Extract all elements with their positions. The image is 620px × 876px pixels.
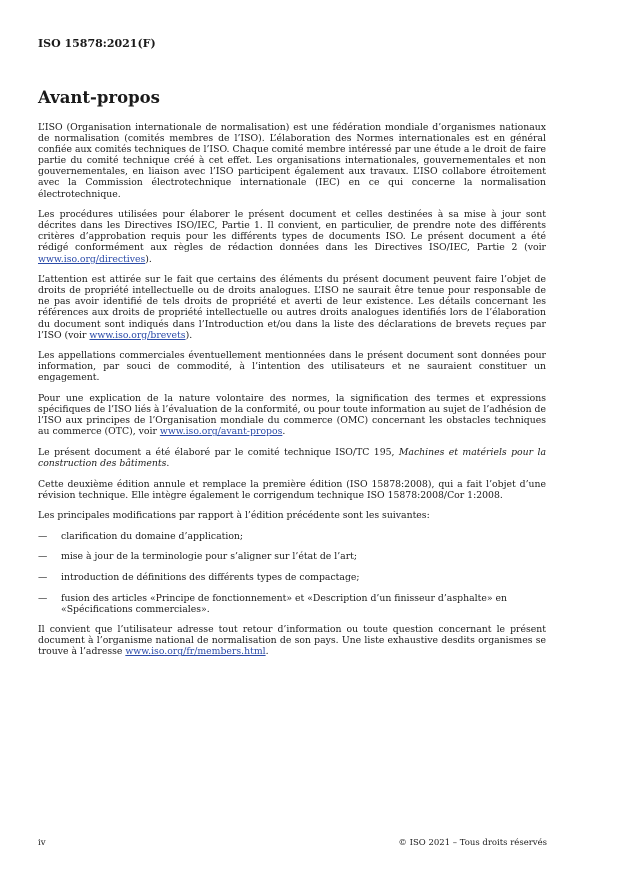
list-dash: —	[38, 592, 48, 604]
paragraph-procedures	[38, 209, 546, 264]
page-title: Avant-propos	[38, 88, 160, 107]
paragraph-voluntary-nature	[38, 393, 546, 437]
paragraph-end: ).	[185, 329, 193, 341]
paragraph-committee	[38, 447, 546, 469]
list-dash: —	[38, 551, 48, 563]
paragraph-changes-intro: Les principales modifications par rapport à l’édition précédente sont les suivantes:	[38, 510, 430, 522]
paragraph-edition: Cette deuxième édition annule et remplace la première édition (ISO 15878:2008), qui a fait l’objet d’une révision technique. Elle intègre également le corrigendum technique ISO 15878:2008/Cor 1:2008.	[38, 478, 546, 501]
paragraph-iso-intro: L’ISO (Organisation internationale de normalisation) est une fédération mondiale d’organismes nationaux de normalisation (comités membres de l’ISO). L’élaboration des Normes internationales est en général confiée aux comités techniques de l’ISO. Chaque comité membre intéressé par une étude a le droit de faire partie du comité technique créé à cet effet. Les organisations internationales, gouvernementales et non gouvernementales, en liaison avec l’ISO participent également aux travaux. L’ISO collabore étroitement avec la Commission électrotechnique internationale (IEC) en ce qui concerne la normalisation électrotechnique.	[38, 122, 546, 200]
paragraph-text: Les procédures utilisées pour élaborer le présent document et celles destinées à sa mise à jour sont décrites dans les Directives ISO/IEC, Partie 1. Il convient, en particulier, de prendre note des différents critères d’approbation requis pour les différents types de documents ISO. Le présent document a été rédigé conformément aux règles de rédaction données dans les Directives ISO/IEC, Partie 2 (voir	[38, 209, 546, 254]
paragraph-trade-names: Les appellations commerciales éventuellement mentionnées dans le présent document sont données pour information, par souci de commodité, à l’intention des utilisateurs et ne sauraient constituer un engagement.	[38, 350, 546, 384]
list-dash: —	[38, 530, 48, 542]
changes-list	[38, 531, 546, 615]
paragraph-end: .	[265, 646, 269, 658]
paragraph-text: Le présent document a été élaboré par le comité technique ISO/TC 195,	[38, 446, 399, 458]
foreword-link[interactable]: www.iso.org/avant-propos	[159, 426, 283, 438]
list-item-text: fusion des articles «Principe de fonctionnement» et «Description d’un finisseur d’asphalte» en «Spécifications commerciales».	[61, 592, 507, 615]
paragraph-text: Pour une explication de la nature volontaire des normes, la signification des termes et expressions spécifiques de l’ISO liés à l’évaluation de la conformité, ou pour toute information au sujet de l’adhésion de l’ISO aux principes de l’Organisation mondiale du commerce (OMC) concernant les obstacles techniques au commerce (OTC), voir	[38, 392, 546, 438]
foreword-body	[38, 122, 546, 667]
document-identifier: ISO 15878:2021(F)	[38, 37, 156, 50]
paragraph-end: .	[282, 426, 286, 438]
list-item-text: clarification du domaine d’application;	[61, 530, 244, 542]
paragraph-patents	[38, 274, 546, 341]
patents-link[interactable]: www.iso.org/brevets	[89, 329, 186, 341]
paragraph-end: ).	[145, 253, 152, 265]
list-item	[38, 572, 546, 583]
paragraph-end: .	[166, 457, 170, 469]
page-number: iv	[38, 838, 46, 848]
list-dash: —	[38, 572, 48, 583]
paragraph-text: Il convient que l’utilisateur adresse tout retour d’information ou toute question concernant le présent document à l’organisme national de normalisation de son pays. Une liste exhaustive desdits organismes se trouve à l’adresse	[38, 624, 546, 658]
committee-title: Machines et matériels pour la construction des bâtiments	[38, 446, 546, 469]
directives-link[interactable]: www.iso.org/directives	[38, 253, 146, 265]
list-item	[38, 551, 546, 562]
list-item-text: introduction de définitions des différents types de compactage;	[61, 572, 360, 583]
list-item	[38, 593, 546, 615]
copyright-notice: © ISO 2021 – Tous droits réservés	[398, 838, 547, 848]
list-item-text: mise à jour de la terminologie pour s’aligner sur l’état de l’art;	[61, 551, 358, 563]
list-item	[38, 531, 546, 542]
paragraph-text: L’attention est attirée sur le fait que certains des éléments du présent document peuvent faire l’objet de droits de propriété intellectuelle ou de droits analogues. L’ISO ne saurait être tenue pour responsable de ne pas avoir identifié de tels droits de propriété et averti de leur existence. Les détails concernant les références aux droits de propriété intellectuelle ou autres droits analogues identifiés lors de l’élaboration du document sont indiqués dans l’Introduction et/ou dans la liste des déclarations de brevets reçues par l’ISO (voir	[38, 274, 546, 341]
paragraph-feedback	[38, 624, 546, 657]
members-link[interactable]: www.iso.org/fr/members.html	[125, 646, 266, 658]
